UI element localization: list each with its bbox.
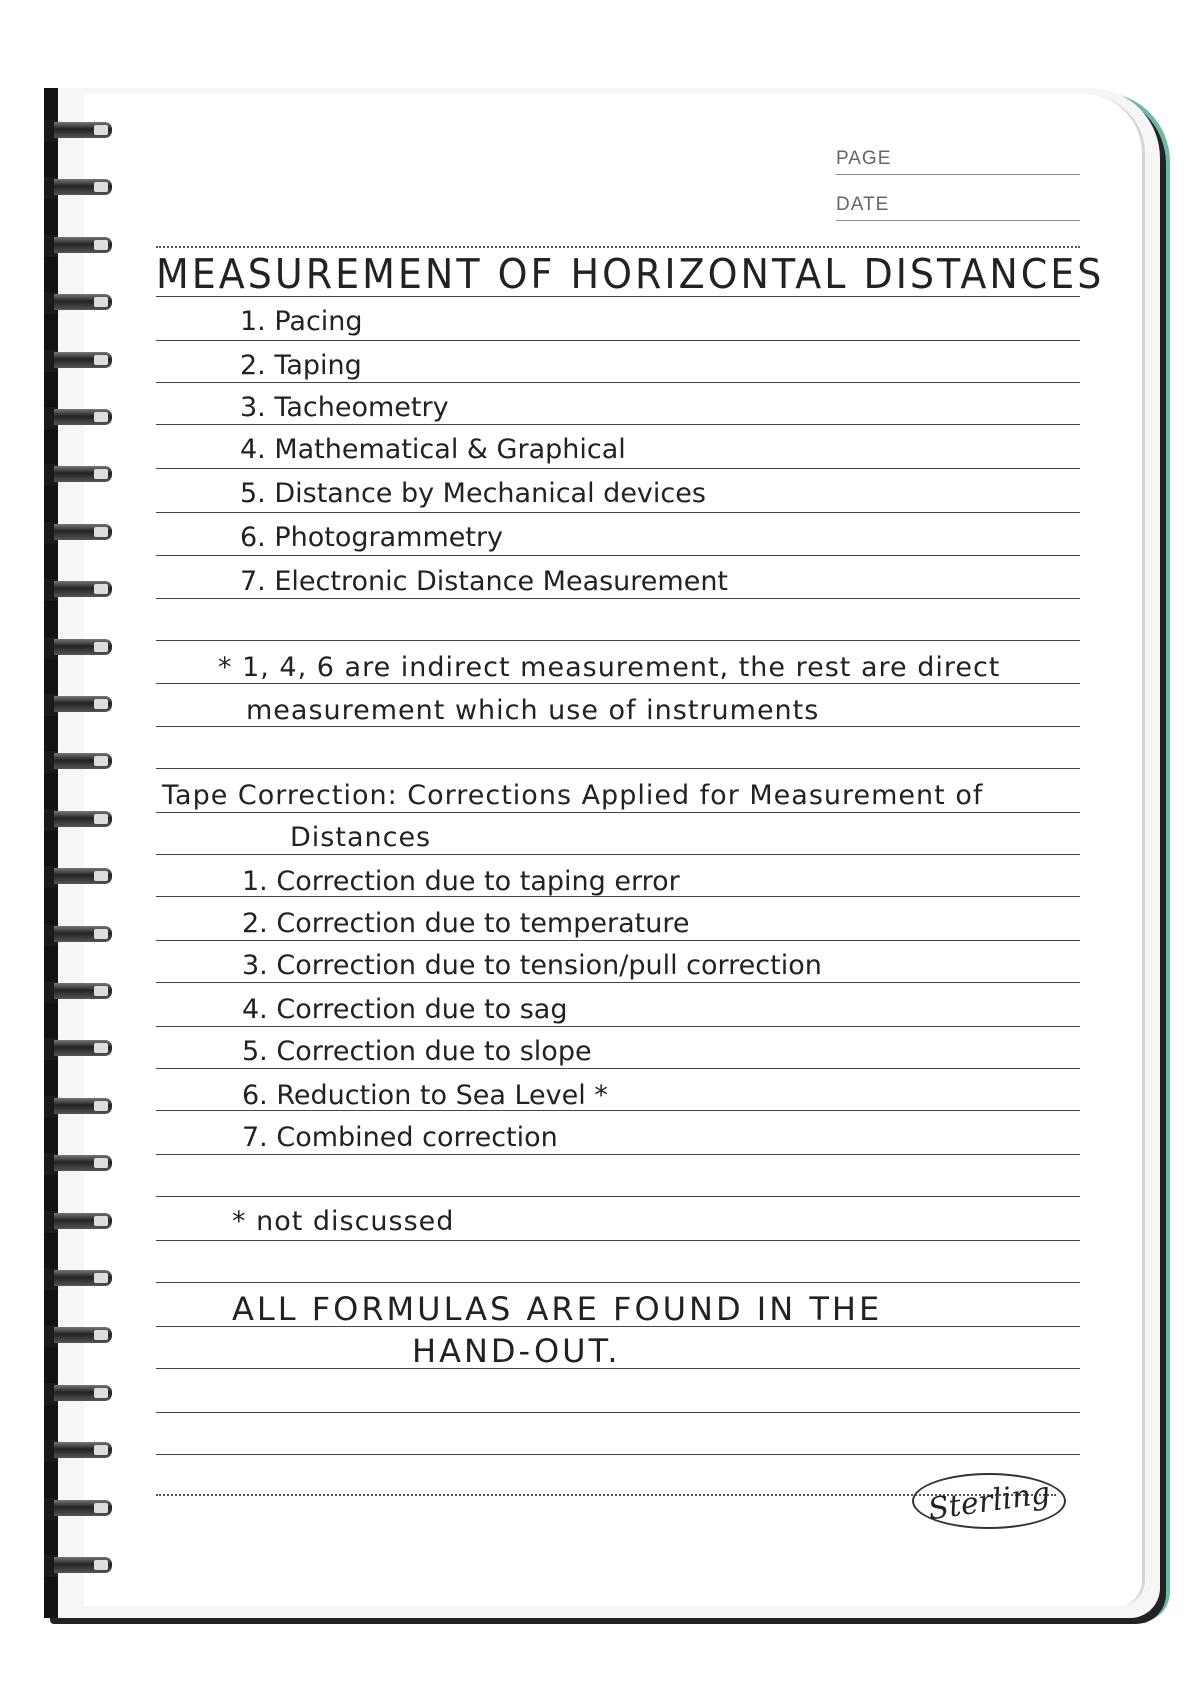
coil-hook — [54, 294, 112, 310]
spiral-coil — [44, 1379, 114, 1405]
sterling-logo — [912, 1473, 1066, 1529]
method-item: 6. Photogrammetry — [240, 522, 504, 553]
spiral-binding — [44, 88, 114, 1618]
ruled-line — [156, 1196, 1080, 1197]
ruled-line — [156, 1240, 1080, 1241]
ruled-line — [156, 940, 1080, 941]
spiral-coil — [44, 1321, 114, 1347]
coil-hook — [54, 352, 112, 368]
coil-hook — [54, 179, 112, 195]
coil-hook — [54, 466, 112, 482]
ruled-line — [156, 555, 1080, 556]
correction-item: 6. Reduction to Sea Level * — [242, 1080, 608, 1111]
spiral-coil — [44, 1436, 114, 1462]
spiral-coil — [44, 1264, 114, 1290]
correction-item: 4. Correction due to sag — [242, 994, 568, 1025]
note-not-discussed: * not discussed — [232, 1206, 455, 1237]
spiral-coil — [44, 346, 114, 372]
coil-hook — [54, 1385, 112, 1401]
coil-hook — [54, 1327, 112, 1343]
ruled-line — [156, 382, 1080, 383]
correction-item: 3. Correction due to tension/pull correction — [242, 950, 822, 981]
ruled-line — [156, 768, 1080, 769]
spiral-coil — [44, 231, 114, 257]
spiral-coil — [44, 1092, 114, 1118]
page-label: PAGE — [836, 148, 892, 169]
coil-hook — [54, 1270, 112, 1286]
coil-hook — [54, 868, 112, 884]
coil-hook — [54, 524, 112, 540]
footer-formulas-line1: ALL FORMULAS ARE FOUND IN THE — [232, 1290, 883, 1328]
ruled-line — [156, 246, 1080, 248]
sterling-logo-text: Sterling — [925, 1475, 1053, 1527]
coil-hook — [54, 639, 112, 655]
spiral-coil — [44, 977, 114, 1003]
correction-item: 1. Correction due to taping error — [242, 866, 680, 897]
spiral-coil — [44, 1034, 114, 1060]
correction-item: 7. Combined correction — [242, 1122, 558, 1153]
ruled-line — [156, 1282, 1080, 1283]
coil-hook — [54, 1040, 112, 1056]
spiral-coil — [44, 862, 114, 888]
coil-hook — [54, 753, 112, 769]
correction-item: 5. Correction due to slope — [242, 1036, 592, 1067]
spiral-coil — [44, 690, 114, 716]
ruled-line — [156, 726, 1080, 727]
ruled-line — [156, 1068, 1080, 1069]
ruled-line — [156, 854, 1080, 855]
spiral-coil — [44, 747, 114, 773]
page-title: MEASUREMENT OF HORIZONTAL DISTANCES — [156, 250, 1105, 298]
ruled-line — [156, 1454, 1080, 1455]
footer-formulas-line2: HAND-OUT. — [412, 1332, 621, 1370]
coil-hook — [54, 1098, 112, 1114]
ruled-line — [156, 1154, 1080, 1155]
date-label: DATE — [836, 194, 890, 215]
method-item: 2. Taping — [240, 350, 362, 381]
coil-hook — [54, 926, 112, 942]
spiral-coil — [44, 805, 114, 831]
page-field-line — [836, 174, 1080, 175]
correction-item: 2. Correction due to temperature — [242, 908, 690, 939]
ruled-line — [156, 640, 1080, 641]
ruled-line — [156, 424, 1080, 425]
date-field-line — [836, 220, 1080, 221]
spiral-coil — [44, 920, 114, 946]
coil-hook — [54, 696, 112, 712]
coil-hook — [54, 1213, 112, 1229]
ruled-line — [156, 512, 1080, 513]
coil-hook — [54, 581, 112, 597]
spiral-coil — [44, 518, 114, 544]
method-item: 3. Tacheometry — [240, 392, 449, 423]
ruled-line — [156, 1412, 1080, 1413]
coil-hook — [54, 983, 112, 999]
method-item: 4. Mathematical & Graphical — [240, 434, 626, 465]
method-item: 1. Pacing — [240, 306, 363, 337]
ruled-line — [156, 1026, 1080, 1027]
coil-hook — [54, 1155, 112, 1171]
coil-hook — [54, 409, 112, 425]
tape-correction-heading: Tape Correction: Corrections Applied for Measurement of — [162, 780, 984, 811]
spiral-coil — [44, 633, 114, 659]
spiral-coil — [44, 1149, 114, 1175]
coil-hook — [54, 122, 112, 138]
tape-correction-heading-cont: Distances — [290, 822, 432, 853]
method-item: 7. Electronic Distance Measurement — [240, 566, 729, 597]
spiral-coil — [44, 403, 114, 429]
ruled-line — [156, 683, 1080, 684]
spiral-coil — [44, 1207, 114, 1233]
notebook-cover — [44, 88, 1160, 1618]
spiral-coil — [44, 460, 114, 486]
ruled-line — [156, 812, 1080, 813]
note-indirect-line2: measurement which use of instruments — [246, 695, 820, 726]
spiral-coil — [44, 575, 114, 601]
coil-hook — [54, 811, 112, 827]
coil-hook — [54, 237, 112, 253]
coil-hook — [54, 1500, 112, 1516]
ruled-line — [156, 340, 1080, 341]
method-item: 5. Distance by Mechanical devices — [240, 478, 706, 509]
spiral-coil — [44, 116, 114, 142]
coil-hook — [54, 1557, 112, 1573]
spiral-coil — [44, 173, 114, 199]
note-indirect-line1: * 1, 4, 6 are indirect measurement, the rest are direct — [218, 652, 1001, 683]
spiral-coil — [44, 1551, 114, 1577]
spiral-coil — [44, 288, 114, 314]
spiral-coil — [44, 1494, 114, 1520]
coil-hook — [54, 1442, 112, 1458]
ruled-line — [156, 982, 1080, 983]
ruled-line — [156, 598, 1080, 599]
ruled-line — [156, 468, 1080, 469]
